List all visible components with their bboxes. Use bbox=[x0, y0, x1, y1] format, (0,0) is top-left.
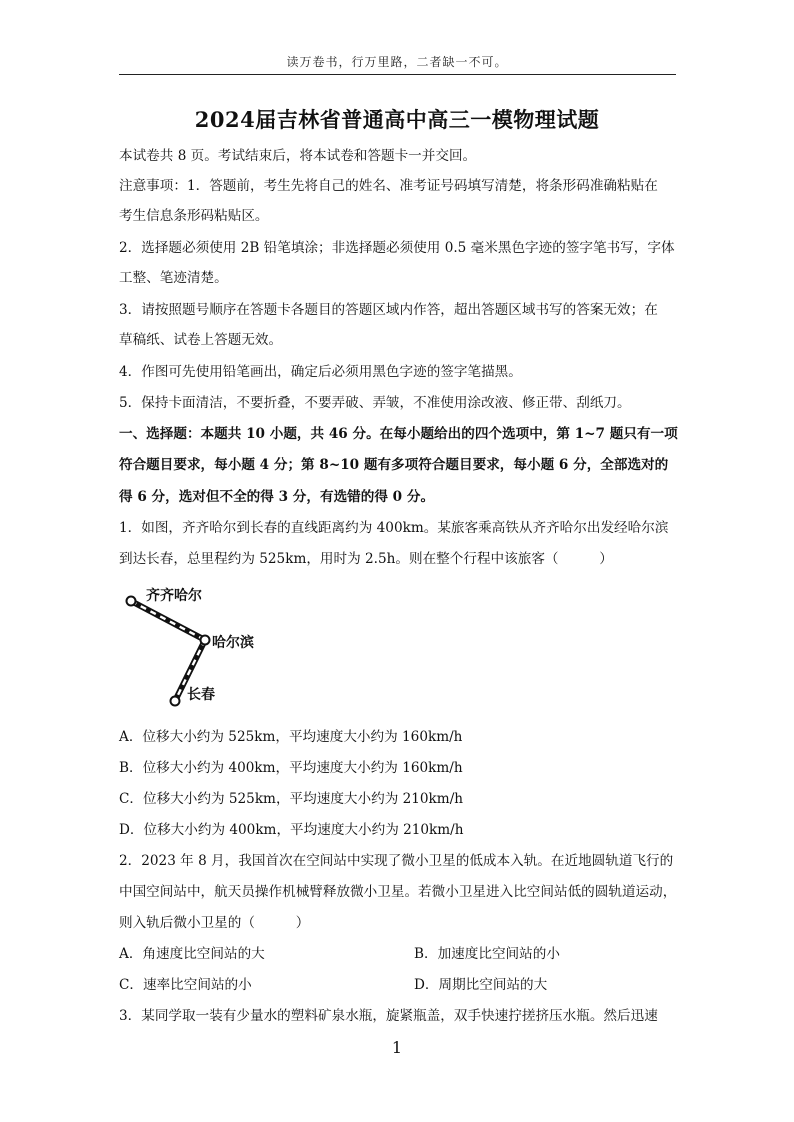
notice-item-5: 5．保持卡面清洁，不要折叠，不要弄破、弄皱，不准使用涂改液、修正带、刮纸刀。 bbox=[119, 395, 631, 411]
question-1-stem-cont: 到达长春，总里程约为 525km，用时为 2.5h。则在整个行程中该旅客（ ） bbox=[119, 551, 613, 567]
section-heading-cont: 得 6 分，选对但不全的得 3 分，有选错的得 0 分。 bbox=[119, 489, 435, 505]
header-divider bbox=[119, 74, 676, 75]
notice-item-3-cont: 草稿纸、试卷上答题无效。 bbox=[119, 332, 283, 348]
question-2-option-b: B．加速度比空间站的小 bbox=[414, 946, 560, 962]
question-1-option-c: C．位移大小约为 525km，平均速度大小约为 210km/h bbox=[119, 791, 464, 807]
intro-line: 本试卷共 8 页。考试结束后，将本试卷和答题卡一并交回。 bbox=[119, 148, 477, 164]
railway-map bbox=[119, 582, 279, 712]
city-label-changchun: 长春 bbox=[187, 687, 215, 703]
section-heading: 一、选择题：本题共 10 小题，共 46 分。在每小题给出的四个选项中，第 1~7 题只有一项 bbox=[119, 426, 678, 442]
page-number: 1 bbox=[391, 1038, 403, 1057]
question-1-option-d: D．位移大小约为 400km，平均速度大小约为 210km/h bbox=[119, 822, 464, 838]
question-2-option-c: C．速率比空间站的小 bbox=[119, 977, 252, 993]
question-1-stem: 1．如图，齐齐哈尔到长春的直线距离约为 400km。某旅客乘高铁从齐齐哈尔出发经哈尔滨 bbox=[119, 520, 669, 536]
notice-item-3: 3．请按照题号顺序在答题卡各题目的答题区域内作答，超出答题区域书写的答案无效；在 bbox=[119, 302, 658, 318]
header-motto: 读万卷书，行万里路，二者缺一不可。 bbox=[286, 55, 508, 69]
city-label-qiqihar: 齐齐哈尔 bbox=[146, 588, 202, 604]
question-1-option-b: B．位移大小约为 400km，平均速度大小约为 160km/h bbox=[119, 760, 463, 776]
station-marker bbox=[127, 597, 136, 606]
question-1-option-a: A．位移大小约为 525km，平均速度大小约为 160km/h bbox=[119, 729, 463, 745]
notice-item-2-cont: 工整、笔迹清楚。 bbox=[119, 270, 228, 286]
notice-item-2: 2．选择题必须使用 2B 铅笔填涂；非选择题必须使用 0.5 毫米黑色字迹的签字笔书写，字体 bbox=[119, 240, 675, 256]
question-2-option-a: A．角速度比空间站的大 bbox=[119, 946, 265, 962]
section-heading-cont: 符合题目要求，每小题 4 分；第 8~10 题有多项符合题目要求，每小题 6 分，全部选对的 bbox=[119, 457, 669, 473]
notice-item-4: 4．作图可先使用铅笔画出，确定后必须用黑色字迹的签字笔描黑。 bbox=[119, 364, 522, 380]
notice-line: 考生信息条形码粘贴区。 bbox=[119, 208, 269, 224]
question-3-stem: 3．某同学取一装有少量水的塑料矿泉水瓶，旋紧瓶盖，双手快速拧搓挤压水瓶。然后迅速 bbox=[119, 1008, 658, 1024]
city-label-harbin: 哈尔滨 bbox=[212, 635, 254, 651]
question-2-stem: 2．2023 年 8 月，我国首次在空间站中实现了微小卫星的低成本入轨。在近地圆轨道飞行的 bbox=[119, 853, 674, 869]
question-2-stem-cont: 则入轨后微小卫星的（ ） bbox=[119, 915, 310, 931]
notice-line: 注意事项：1．答题前，考生先将自己的姓名、准考证号码填写清楚，将条形码准确粘贴在 bbox=[119, 178, 658, 194]
question-2-option-d: D．周期比空间站的大 bbox=[414, 977, 548, 993]
question-2-stem-cont: 中国空间站中，航天员操作机械臂释放微小卫星。若微小卫星进入比空间站低的圆轨道运动， bbox=[119, 884, 677, 900]
exam-title: 2024届吉林省普通高中高三一模物理试题 bbox=[194, 107, 600, 132]
station-marker bbox=[171, 697, 180, 706]
station-marker bbox=[201, 636, 210, 645]
